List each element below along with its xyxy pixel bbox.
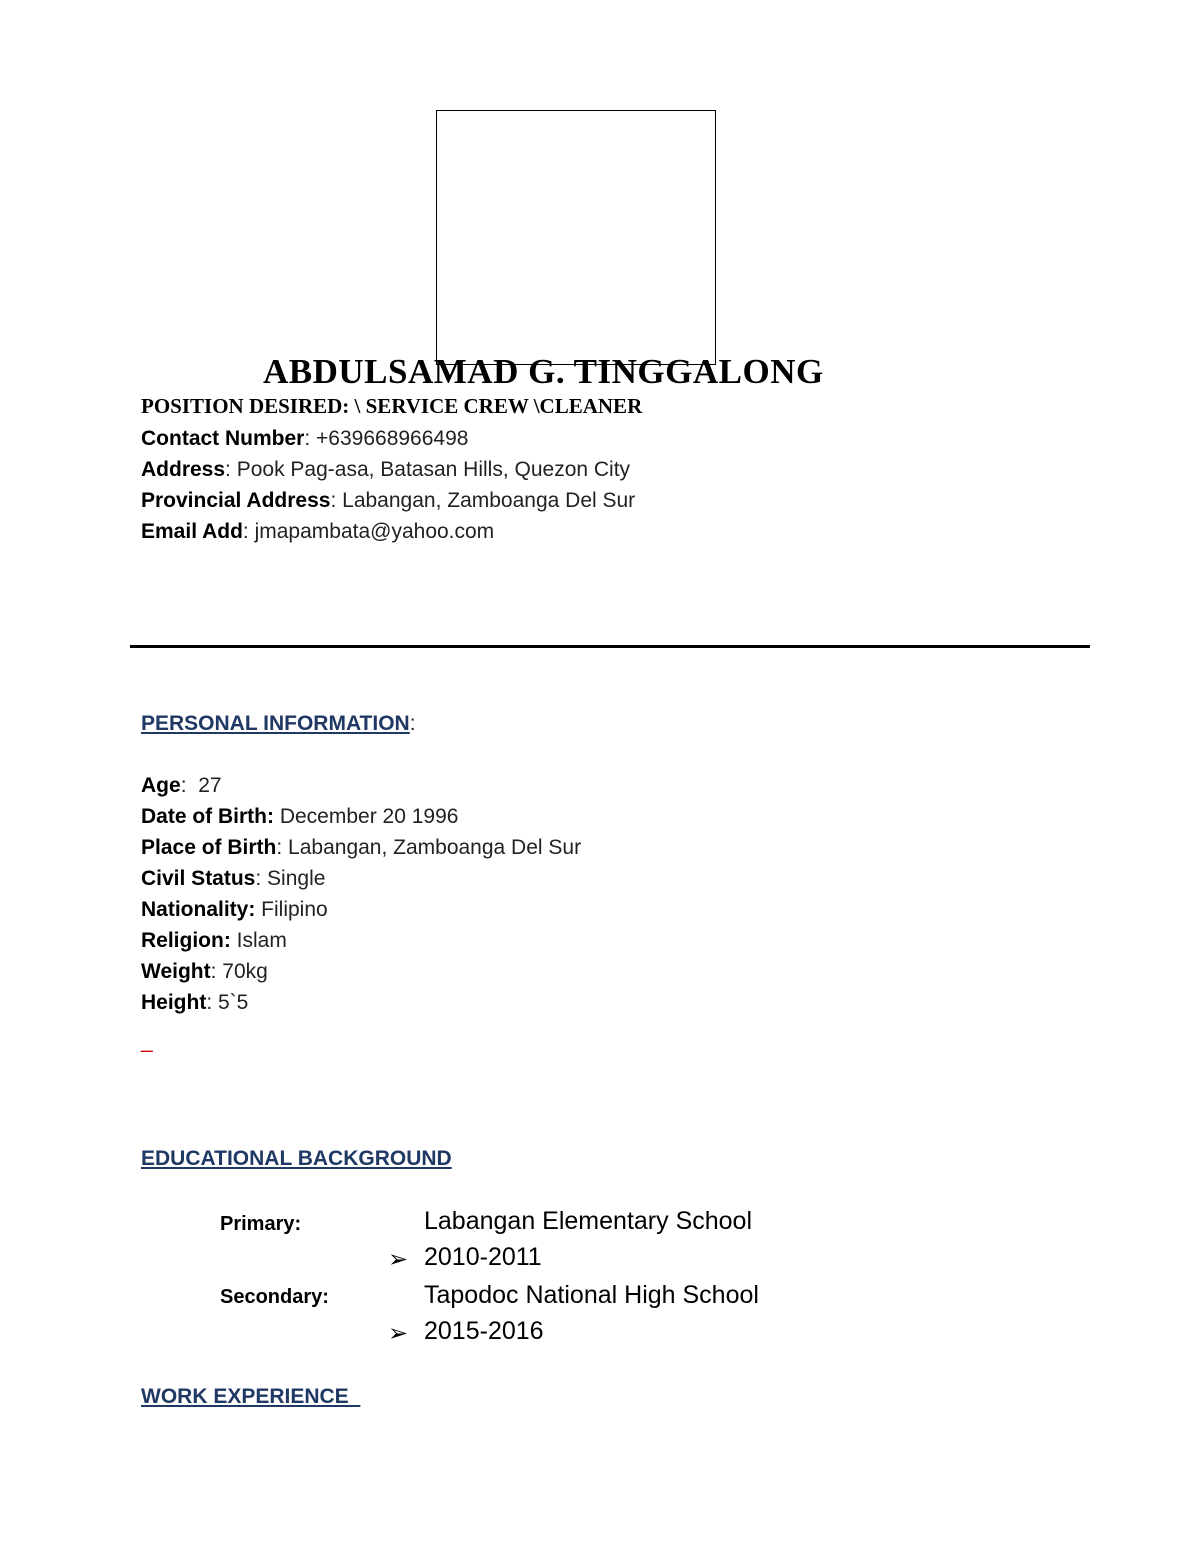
address-value: : Pook Pag-asa, Batasan Hills, Quezon City [225,458,631,481]
weight-line [141,960,268,984]
primary-school: Labangan Elementary School [424,1207,753,1235]
civil-status-label: Civil Status [141,867,256,890]
religion-label: Religion: [141,929,231,952]
arrow-bullet-icon: ➢ [388,1320,409,1347]
photo-placeholder [436,110,716,365]
address-line [141,458,630,482]
age-label: Age [141,774,181,797]
date-of-birth-label: Date of Birth: [141,805,274,828]
secondary-school: Tapodoc National High School [424,1281,759,1309]
place-of-birth-label: Place of Birth [141,836,277,859]
educational-background-heading: EDUCATIONAL BACKGROUND [141,1147,452,1170]
civil-status-value: : Single [255,867,326,890]
primary-year: 2010-2011 [424,1243,542,1271]
civil-status-line [141,867,325,891]
height-value: : 5`5 [206,991,249,1014]
email-line [141,520,494,544]
applicant-name: ABDULSAMAD G. TINGGALONG [263,352,824,391]
contact-number-label: Contact Number [141,427,305,450]
arrow-bullet-icon: ➢ [388,1246,409,1273]
contact-number-value: : +639668966498 [304,427,469,450]
red-dash-mark: _ [141,1030,153,1053]
religion-line [141,929,287,953]
secondary-year: 2015-2016 [424,1317,544,1345]
weight-label: Weight [141,960,211,983]
place-of-birth-line [141,836,581,860]
age-value: : 27 [180,774,222,797]
email-label: Email Add [141,520,243,543]
personal-information-heading [141,712,416,736]
nationality-line [141,898,328,922]
personal-information-colon: : [409,712,416,735]
height-label: Height [141,991,207,1014]
horizontal-rule [130,645,1090,648]
provincial-address-label: Provincial Address [141,489,331,512]
contact-number-line [141,427,468,451]
secondary-label: Secondary: [220,1286,329,1308]
age-line [141,774,222,798]
address-label: Address [141,458,226,481]
date-of-birth-line [141,805,458,829]
nationality-value: Filipino [255,898,328,921]
weight-value: : 70kg [210,960,268,983]
email-value: : jmapambata@yahoo.com [242,520,495,543]
religion-value: Islam [230,929,287,952]
nationality-label: Nationality: [141,898,256,921]
work-experience-heading: WORK EXPERIENCE [141,1385,361,1408]
provincial-address-value: : Labangan, Zamboanga Del Sur [330,489,636,512]
provincial-address-line [141,489,635,513]
primary-label: Primary: [220,1213,302,1235]
place-of-birth-value: : Labangan, Zamboanga Del Sur [276,836,582,859]
personal-information-title: PERSONAL INFORMATION [141,712,410,735]
date-of-birth-value: December 20 1996 [274,805,459,828]
position-desired: POSITION DESIRED: \ SERVICE CREW \CLEANER [141,394,643,418]
height-line [141,991,248,1015]
